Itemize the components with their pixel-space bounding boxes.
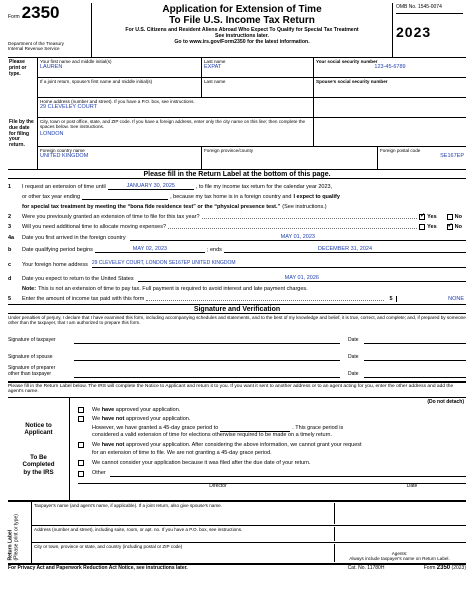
left-labels [8,58,38,169]
taxpayer-fields [38,58,466,169]
form-word: Form [8,14,20,21]
line-1-date[interactable]: JANUARY 30, 2025 [108,183,194,190]
notice-label-2: Applicant [24,429,53,437]
preparer-date-label: Date [348,370,359,377]
department-label: Department of the Treasury [8,41,64,46]
line-4c-value[interactable]: 29 CLEVELEY COURT, LONDON SE167EP UNITED KINGDOM [92,261,466,268]
foreign-postal-value: SE167EP [440,153,464,160]
please-print-label: Please print or type. [9,59,27,77]
last-name-field[interactable] [202,58,314,77]
form-title-line1: Application for Extension of Time [162,4,322,15]
line-1 [8,180,466,190]
return-label [8,500,466,563]
do-not-detach: (Do not detach) [427,398,464,405]
complete-label-1: To Be [30,454,47,462]
taxpayer-info-block [8,58,466,170]
line-2-yes-checkbox[interactable] [419,214,425,220]
irs-label: Internal Revenue Service [8,46,60,52]
line-2 [8,210,466,220]
home-address-value: 29 CLEVELEY COURT [40,104,97,111]
line-1-cont [8,190,466,200]
tax-year-ending-field[interactable] [82,193,168,200]
line-3 [8,220,466,230]
spouse-first-name-label: If a joint return, spouse's first name and middle initial(s) [40,79,153,84]
not-approved-grace-checkbox[interactable] [78,416,84,422]
denied-text-d: for an extension of time to file. We are not granting a 45-day grace period. [92,449,272,456]
label-city-field[interactable] [32,543,466,563]
line-2-no-checkbox[interactable] [447,214,453,220]
preparer-label-2: other than taxpayer [8,370,52,377]
line-3-no-checkbox[interactable] [447,224,453,230]
extension-lines [8,179,466,305]
director-row [78,483,466,490]
line-1-cont2 [8,200,466,210]
line-2-text: Were you previously granted an extension of time to file for this tax year? [22,213,200,220]
note-label: Note: [22,285,37,292]
file-by-label: File by the due date for filing your return. [9,119,34,148]
grace-period-line [78,424,466,432]
notice-side-labels [8,398,70,500]
spouse-first-name-field[interactable] [38,78,202,97]
ssn-label: Your social security number [316,59,378,64]
taxpayer-date-label: Date [348,336,359,343]
label-address-field[interactable] [32,526,466,543]
line-4d-num: d [8,275,12,282]
line-3-text: Will you need additional time to allocate moving expenses? [22,223,166,230]
omb-number: OMB No. 1545-0074 [396,5,463,14]
complete-label-2: Completed [22,461,55,469]
ssn-value: 123-45-6789 [374,64,406,71]
line-4a-num: 4a [8,234,15,241]
spouse-date-field[interactable] [364,353,466,361]
tax-year: 2023 [396,23,432,40]
foreign-country-value: UNITED KINGDOM [40,153,89,160]
notice-options [70,398,466,500]
city-label: City, town or post office, state, and ZIP code. If you have a foreign address, enter only the city name on this line; then complete the spaces below. See instructions. [40,119,306,130]
form-title-block [92,3,392,57]
label-name-text: Taxpayer's name (and agent's name, if applicable). If a joint return, also give spouse's name. [34,502,223,508]
denied-text-a: We [92,441,102,448]
line-2-no-label: No [454,213,462,220]
line-4d-text: Date you expect to return to the United States [22,275,134,282]
return-label-side [8,502,32,563]
note-text: This is not an extension of time to pay tax. Full payment is required to avoid interest and late payment charges. [38,285,308,292]
line-1-text-a: I request an extension of time until [22,183,106,190]
grace-text-e: . This grace period is [292,425,344,432]
foreign-country-field[interactable] [38,147,202,169]
footer-form-number: 2350 [436,565,451,572]
preparer-label-1: Signature of preparer [8,365,56,372]
taxpayer-signature-row [8,332,466,344]
line-5 [8,292,466,302]
line-4a [8,230,466,241]
line-4c-num: c [8,261,12,268]
line-4b-num: b [8,246,12,253]
irs-link[interactable]: Go to www.irs.gov/Form2350 for the latest information. [174,38,310,45]
catalog-number: Cat. No. 11780H [347,564,385,571]
other-label: Other [92,470,106,477]
line-4b-ends-label: ; ends [206,246,222,253]
return-label-fields [32,502,466,563]
late-text: We cannot consider your application because it was filed after the due date of your return. [92,459,311,466]
form-footer [8,563,466,573]
spouse-ssn-field[interactable] [314,78,466,97]
denied-text-b: have not [101,441,125,448]
line-1-num: 1 [8,183,12,190]
spouse-date-label: Date [348,353,359,360]
line-5-num: 5 [8,295,12,302]
return-label-subtitle: (Please print or type) [13,514,20,561]
foreign-postal-field[interactable] [378,147,466,169]
spouse-signature-row [8,349,466,361]
preparer-date-field[interactable] [364,370,466,378]
grace-date-field[interactable] [220,426,290,432]
first-name-label: Your first name and middle initial(s) [40,59,112,64]
preparer-signature-field[interactable] [74,370,340,378]
first-name-field[interactable] [38,58,202,77]
line-4b [8,241,466,253]
grace-text-d: However, we have granted a 45-day grace period to [92,425,219,432]
approved-checkbox[interactable] [78,407,84,413]
footer-form-word: Form [423,565,436,572]
option-other [78,468,466,477]
home-address-label: Home address (number and street). If you have a P.O. box, see instructions. [40,99,195,104]
grace-text-c: approved your application. [124,415,191,422]
line-1-text-d: , because my tax home is in a foreign country and [170,193,292,200]
signature-title: Signature and Verification [8,305,466,314]
line-3-yes-label: Yes [427,223,437,230]
line-3-num: 3 [8,223,12,230]
approved-text-c: approved your application. [114,406,181,413]
director-date-label: Date [406,482,418,489]
line-4d [8,268,466,282]
foreign-province-label: Foreign province/county [204,148,254,153]
taxpayer-signature-field[interactable] [74,336,340,344]
line-4c-text: Your foreign home address [22,261,88,268]
home-address-field[interactable] [38,98,314,117]
grace-text-a: We [92,415,102,422]
line-4d-value[interactable]: MAY 01, 2026 [138,275,466,282]
form-title-line2: To File U.S. Income Tax Return [169,15,315,26]
first-name-value: LAUREN [40,64,63,71]
label-address-text: Address (number and street), including suite, room, or apt. no. If you have a P.O. box, see instructions. [34,526,243,532]
note-line [8,282,466,292]
line-5-box-num: 5 [389,295,393,302]
line-5-value[interactable]: NONE [396,296,466,302]
irs-instructions: Please fill in the Return Label below. The IRS will complete the Notice to Applicant and return it to you. If you want it sent to another address or to an agent acting for you, enter the other address and add the agent's name. [8,381,466,397]
option-not-approved-grace [78,415,466,424]
line-4b-begin[interactable]: MAY 02, 2023 [95,246,205,253]
line-1-text-e: I expect to qualify [293,193,340,200]
foreign-province-field[interactable] [202,147,378,169]
taxpayer-date-field[interactable] [364,336,466,344]
line-3-no-label: No [454,223,462,230]
agents-text: Always include taxpayer's name on Return Label. [349,556,450,562]
late-checkbox[interactable] [78,460,84,466]
approved-text-b: have [101,406,115,413]
grace-text-b: have not [101,415,125,422]
label-city-text: City or town, province or state, and country (including postal or ZIP code) [34,543,183,549]
notice-label-1: Notice to [25,422,52,430]
taxpayer-signature-label: Signature of taxpayer [8,336,56,343]
option-approved [78,406,466,415]
perjury-statement: Under penalties of perjury, I declare that I have examined this form, including accompanying schedules and statements, and to the best of my knowledge and belief, it is true, correct, and complete; and, if prepared by someone other than the taxpayer, that I am authorized to prepare this form. [8,315,466,326]
option-late [78,459,466,468]
foreign-postal-label: Foreign postal code [380,148,421,153]
return-label-title: Return Label [7,530,14,561]
last-name-value: EXPAT [204,64,222,71]
preparer-signature-row [8,364,466,378]
form-header [8,3,466,58]
line-5-text: Enter the amount of income tax paid with this form [22,295,145,302]
ssn-field[interactable] [314,58,466,77]
spouse-last-name-field[interactable] [202,78,314,97]
agents-note [334,544,464,562]
other-checkbox[interactable] [78,471,84,477]
section-header: Please fill in the Return Label at the bottom of this page. [8,170,466,179]
city-value: LONDON [40,130,64,137]
see-instructions: See instructions later. [215,32,269,39]
preparer-signature-label [8,366,74,378]
other-field[interactable] [110,471,466,477]
denied-text-c: approved your application. After considering the above information, we cannot grant your request [124,441,362,448]
line-1-text-f: for special tax treatment by meeting the “bona fide residence test” or the “physical presence test.” [22,203,281,210]
line-2-yes-label: Yes [427,213,437,220]
option-not-approved [78,441,466,450]
last-name-label: Last name [204,59,226,64]
spouse-last-name-label: Last name [204,79,226,84]
agents-label: Agents: [391,550,408,556]
line-4c [8,253,466,268]
line-2-num: 2 [8,213,12,220]
foreign-country-label: Foreign country name [40,148,85,153]
privacy-notice: For Privacy Act and Paperwork Reduction Act Notice, see instructions later. [8,564,188,571]
not-approved-checkbox[interactable] [78,442,84,448]
line-1-text-b: , to file my income tax return for the calendar year 2023, [195,183,333,190]
line-1-text-g: (See instructions.) [282,203,327,210]
grace-text-f: considered a valid extension of time for elections otherwise required to be made on a timely return. [92,431,332,438]
form-id-block [8,3,92,57]
city-field[interactable] [38,118,314,146]
line-4a-text: Date you first arrived in the foreign country [22,234,126,241]
complete-label-3: by the IRS [23,468,54,476]
footer-year: (2023) [451,565,466,572]
omb-block [392,3,466,57]
approved-text-a: We [92,406,102,413]
spouse-signature-field[interactable] [74,353,340,361]
form-subtitle: For U.S. Citizens and Resident Aliens Abroad Who Expect To Qualify for Special Tax Treatment [125,27,359,33]
line-4a-value[interactable]: MAY 01, 2023 [130,234,466,241]
spouse-signature-label: Signature of spouse [8,353,53,360]
line-3-yes-checkbox[interactable] [419,224,425,230]
director-label: Director [209,482,227,489]
spouse-ssn-label: Spouse's social security number [316,79,388,84]
line-1-text-c: or other tax year ending [22,193,81,200]
notice-to-applicant [8,397,466,500]
label-name-field[interactable] [32,502,466,526]
line-4b-end[interactable]: DECEMBER 31, 2024 [224,246,466,253]
form-number: 2350 [21,3,60,22]
line-4b-text: Date qualifying period begins [22,246,93,253]
